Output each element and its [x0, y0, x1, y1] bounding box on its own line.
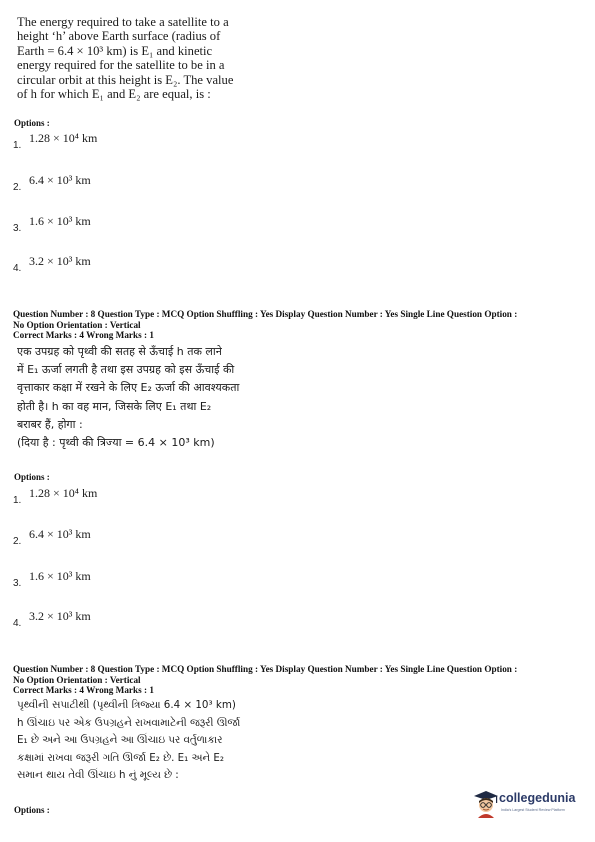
logo-wordmark: collegedunia	[499, 791, 576, 805]
question-meta	[13, 664, 588, 696]
collegedunia-logo	[472, 786, 590, 822]
question-line: of h for which E₁ and E₂ are equal, is :	[17, 87, 211, 102]
option-text: 1.28 × 10⁴ km	[29, 131, 98, 145]
question-line: एक उपग्रह को पृथ्वी की सतह से ऊँचाई h तक लाने	[17, 345, 222, 358]
question-meta	[13, 309, 588, 341]
question-line: કક્ષામાં રાખવા જરૂરી ગતિ ઊર્જા E₂ છે. E₁ અને E₂	[17, 751, 224, 764]
question-line: (दिया है : पृथ्वी की त्रिज्या = 6.4 × 10³ km)	[17, 436, 215, 450]
question-text-hindi	[17, 343, 277, 452]
option-number: 4.	[13, 263, 22, 274]
question-line: energy required for the satellite to be in a	[17, 58, 225, 73]
option-number: 4.	[13, 618, 22, 629]
meta-line: No Option Orientation : Vertical	[13, 674, 141, 685]
option-text: 1.6 × 10³ km	[29, 214, 91, 228]
option-text: 6.4 × 10³ km	[29, 173, 91, 187]
options-label: Options :	[14, 805, 50, 815]
option-number: 3.	[13, 578, 22, 589]
logo-tagline: India's Largest Student Review Platform	[501, 808, 565, 812]
meta-line: Question Number : 8 Question Type : MCQ Option Shuffling : Yes Display Question Number : Yes Single Line Question Option :	[13, 664, 518, 674]
options-label: Options :	[14, 472, 50, 482]
option-text: 3.2 × 10³ km	[29, 609, 91, 623]
option-number: 2.	[13, 182, 22, 193]
options-label: Options :	[14, 118, 50, 128]
question-line: वृत्ताकार कक्षा में रखने के लिए E₂ ऊर्जा की आवश्यकता	[17, 381, 240, 395]
question-line: circular orbit at this height is E₂. The value	[17, 72, 234, 87]
question-line: होती है। h का वह मान, जिसके लिए E₁ तथा E₂	[17, 399, 212, 413]
graduate-mascot-icon	[472, 788, 500, 818]
option-number: 1.	[13, 140, 22, 151]
question-line: E₁ છે અને આ ઉપગ્રહને આ ઊંચાઇ પર વર્તુળાકાર	[17, 734, 223, 747]
option-text: 1.28 × 10⁴ km	[29, 486, 98, 500]
question-line: h ઊંચાઇ પર એક ઉપગ્રહને રાખવામાટેની જરૂરી ઊર્જા	[17, 716, 241, 729]
option-number: 2.	[13, 536, 22, 547]
question-line: The energy required to take a satellite to a	[17, 15, 229, 29]
option-number: 3.	[13, 223, 22, 234]
question-text-english	[17, 15, 262, 101]
question-line: height ‘h’ above Earth surface (radius of	[17, 29, 221, 44]
meta-line: Correct Marks : 4 Wrong Marks : 1	[13, 685, 154, 695]
meta-line: No Option Orientation : Vertical	[13, 319, 141, 330]
option-text: 6.4 × 10³ km	[29, 527, 91, 541]
question-text-gujarati	[17, 697, 282, 785]
meta-line: Correct Marks : 4 Wrong Marks : 1	[13, 330, 154, 340]
option-text: 3.2 × 10³ km	[29, 254, 91, 268]
question-line: बराबर हैं, होगा :	[17, 417, 83, 431]
meta-line: Question Number : 8 Question Type : MCQ Option Shuffling : Yes Display Question Number : Yes Single Line Question Option :	[13, 309, 518, 319]
question-line: में E₁ ऊर्जा लगती है तथा इस उपग्रह को इस ऊँचाई की	[17, 363, 235, 377]
question-line: પૃથ્વીની સપાટીથી (પૃથ્વીની ત્રિજ્યા 6.4 × 10³ km)	[17, 699, 236, 711]
option-text: 1.6 × 10³ km	[29, 569, 91, 583]
question-line: સમાન થાય તેવી ઊંચાઇ h નું મૂલ્ય છે :	[17, 769, 179, 782]
question-line: Earth = 6.4 × 10³ km) is E₁ and kinetic	[17, 43, 213, 58]
option-number: 1.	[13, 495, 22, 506]
